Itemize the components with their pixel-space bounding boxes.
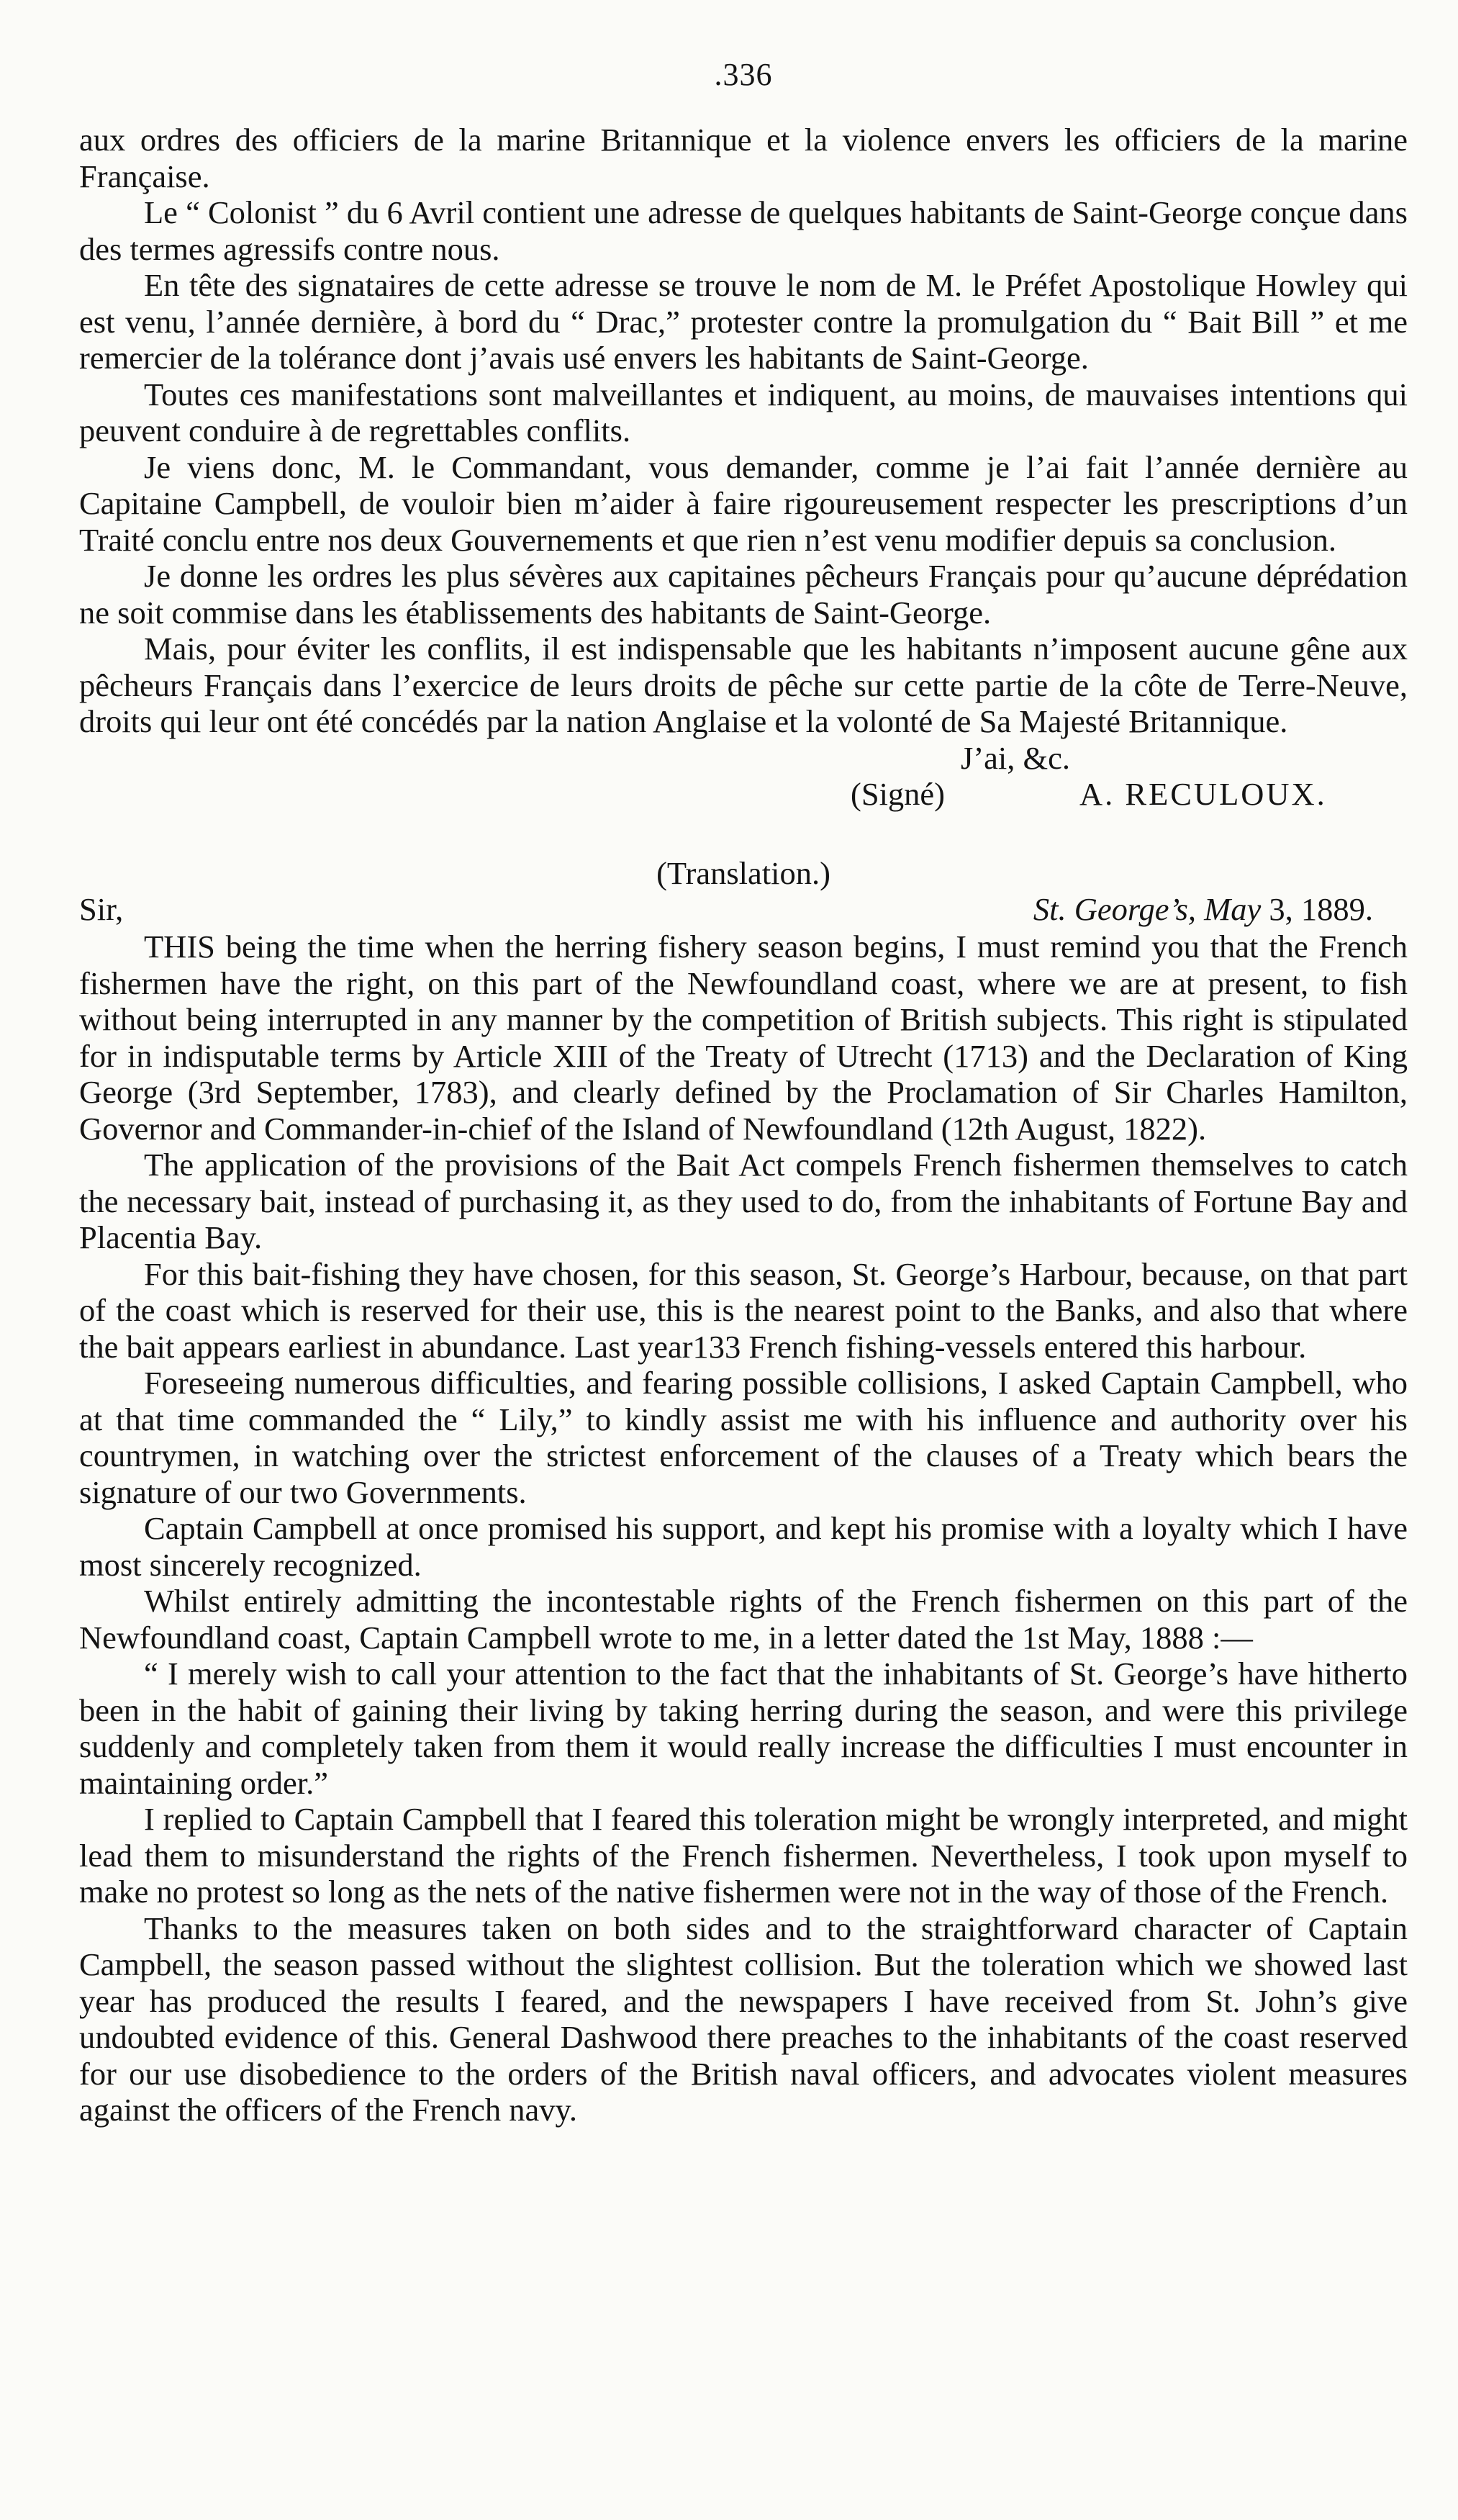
paragraph: THIS being the time when the herring fishery season begins, I must remind you that the French fishermen have the right, on this part of the Newfoundland coast, where we are at present, to fish without being interrupted in any manner by the competition of British subjects. This right is stipulated for in indisputable terms by Article XIII of the Treaty of Utrecht (1713) and the Declaration of King George (3rd September, 1783), and clearly defined by the Proclamation of Sir Charles Hamilton, Governor and Commander-in-chief of the Island of Newfoundland (12th August, 1822). xyxy=(79,929,1408,1147)
closing-formula: J’ai, &c. xyxy=(961,739,1070,776)
salutation: Sir, xyxy=(79,891,124,927)
paragraph: Toutes ces manifestations sont malveillantes et indiquent, au moins, de mauvaises intentions qui peuvent conduire à de regrettables conflits. xyxy=(79,376,1408,448)
signer-name: A. RECULOUX. xyxy=(1079,776,1327,812)
paragraph: Je donne les ordres les plus sévères aux capitaines pêcheurs Français pour qu’aucune déprédation ne soit commise dans les établissements des habitants de Saint-George. xyxy=(79,558,1408,631)
translation-body xyxy=(79,929,1408,2128)
page-number: .336 xyxy=(714,57,773,92)
paragraph: Le “ Colonist ” du 6 Avril contient une adresse de quelques habitants de Saint-George conçue dans des termes agressifs contre nous. xyxy=(79,194,1408,267)
french-letter xyxy=(79,122,1408,813)
paragraph: For this bait-fishing they have chosen, for this season, St. George’s Harbour, because, on that part of the coast which is reserved for their use, this is the nearest point to the Banks, and also that where the bait appears earliest in abundance. Last year133 French fishing-vessels entered this harbour. xyxy=(79,1255,1408,1365)
paragraph: Thanks to the measures taken on both sides and to the straightforward character of Captain Campbell, the season passed without the slightest collision. But the toleration which we showed last year has produced the results I feared, and the newspapers I have received from St. John’s give undoubted evidence of this. General Dashwood there preaches to the inhabitants of the coast reserved for our use disobedience to the orders of the British naval officers, and advocates violent measures against the officers of the French navy. xyxy=(79,1910,1408,2128)
translation-heading: (Translation.) xyxy=(656,855,830,891)
signature-line xyxy=(79,776,1408,813)
paragraph: “ I merely wish to call your attention to the fact that the inhabitants of St. George’s have hitherto been in the habit of gaining their living by taking herring during the season, and were this privilege suddenly and completely taken from them it would really increase the difficulties I must encounter in maintaining order.” xyxy=(79,1656,1408,1801)
paragraph: Whilst entirely admitting the incontestable rights of the French fishermen on this part of the Newfoundland coast, Captain Campbell wrote to me, in a letter dated the 1st May, 1888 :— xyxy=(79,1583,1408,1656)
signed-label: (Signé) xyxy=(851,776,946,812)
paragraph: aux ordres des officiers de la marine Britannique et la violence envers les officiers de la marine Française. xyxy=(79,122,1408,194)
dateline-place: St. George’s, May xyxy=(1033,891,1262,927)
paragraph: Mais, pour éviter les conflits, il est indispensable que les habitants n’imposent aucune gêne aux pêcheurs Français dans l’exercice de leurs droits de pêche sur cette partie de la côte de Terre-Neuve, droits qui leur ont été concédés par la nation Anglaise et la volonté de Sa Majesté Britannique. xyxy=(79,631,1408,739)
paragraph: En tête des signataires de cette adresse se trouve le nom de M. le Préfet Apostolique Howley qui est venu, l’année dernière, à bord du “ Drac,” protester contre la promulgation du “ Bait Bill ” et me remercier de la tolérance dont j’avais usé envers les habitants de Saint-George. xyxy=(79,267,1408,376)
salutation-line xyxy=(79,891,1408,929)
paragraph: The application of the provisions of the Bait Act compels French fishermen themselves to catch the necessary bait, instead of purchasing it, as they used to do, from the inhabitants of Fortune Bay and Placentia Bay. xyxy=(79,1147,1408,1255)
dateline-date: 3, 1889. xyxy=(1269,891,1373,927)
paragraph: I replied to Captain Campbell that I feared this toleration might be wrongly interpreted, and might lead them to misunderstand the rights of the French fishermen. Nevertheless, I took upon myself to make no protest so long as the nets of the native fishermen were not in the way of those of the French. xyxy=(79,1801,1408,1910)
dateline xyxy=(1033,891,1373,928)
paragraph: Je viens donc, M. le Commandant, vous demander, comme je l’ai fait l’année dernière au Capitaine Campbell, de vouloir bien m’aider à faire rigoureusement respecter les prescriptions d’un Traité conclu entre nos deux Gouvernements et que rien n’est venu modifier depuis sa conclusion. xyxy=(79,448,1408,558)
paragraph: Captain Campbell at once promised his support, and kept his promise with a loyalty which I have most sincerely recognized. xyxy=(79,1510,1408,1583)
paragraph: Foreseeing numerous difficulties, and fearing possible collisions, I asked Captain Campbell, who at that time commanded the “ Lily,” to kindly assist me with his influence and authority over his countrymen, in watching over the strictest enforcement of the clauses of a Treaty which bears the signature of our two Governments. xyxy=(79,1365,1408,1510)
